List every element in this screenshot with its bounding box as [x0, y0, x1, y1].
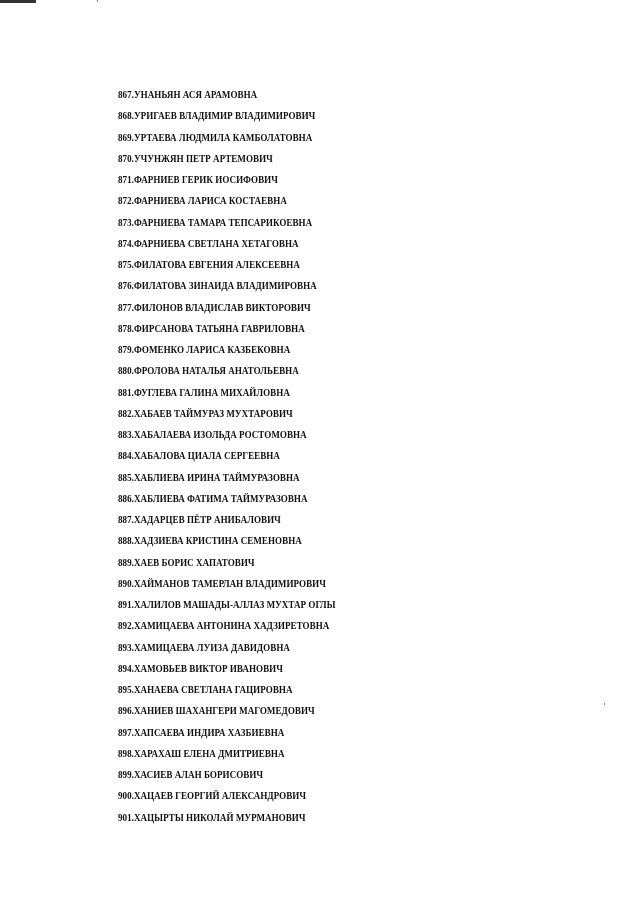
- list-item: 872.ФАРНИЕВА ЛАРИСА КОСТАЕВНА: [118, 196, 287, 208]
- list-item: 901.ХАЦЫРТЫ НИКОЛАЙ МУРМАНОВИЧ: [118, 812, 306, 824]
- scan-speck: [97, 0, 98, 2]
- list-item: 892.ХАМИЦАЕВА АНТОНИНА ХАДЗИРЕТОВНА: [118, 621, 330, 633]
- list-item: 893.ХАМИЦАЕВА ЛУИЗА ДАВИДОВНА: [118, 642, 290, 654]
- list-item: 894.ХАМОВЬЕВ ВИКТОР ИВАНОВИЧ: [118, 663, 283, 675]
- list-item: 880.ФРОЛОВА НАТАЛЬЯ АНАТОЛЬЕВНА: [118, 366, 299, 378]
- list-item: 876.ФИЛАТОВА ЗИНАИДА ВЛАДИМИРОВНА: [118, 281, 317, 293]
- list-item: 873.ФАРНИЕВА ТАМАРА ТЕПСАРИКОЕВНА: [118, 217, 313, 229]
- list-item: 897.ХАПСАЕВА ИНДИРА ХАЗБИЕВНА: [118, 727, 285, 739]
- list-item: 888.ХАДЗИЕВА КРИСТИНА СЕМЕНОВНА: [118, 536, 302, 548]
- name-list: [118, 85, 371, 829]
- scan-speck: [604, 703, 605, 705]
- list-item: 884.ХАБАЛОВА ЦИАЛА СЕРГЕЕВНА: [118, 451, 280, 463]
- list-item: 885.ХАБЛИЕВА ИРИНА ТАЙМУРАЗОВНА: [118, 472, 300, 484]
- list-item: 867.УНАНЬЯН АСЯ АРАМОВНА: [118, 90, 258, 101]
- list-item: 879.ФОМЕНКО ЛАРИСА КАЗБЕКОВНА: [118, 345, 291, 356]
- list-item: 889.ХАЕВ БОРИС ХАПАТОВИЧ: [118, 557, 255, 569]
- list-item: 887.ХАДАРЦЕВ ПЁТР АНИБАЛОВИЧ: [118, 515, 281, 526]
- list-item: 886.ХАБЛИЕВА ФАТИМА ТАЙМУРАЗОВНА: [118, 493, 308, 505]
- list-item: 868.УРИГАЕВ ВЛАДИМИР ВЛАДИМИРОВИЧ: [118, 111, 316, 123]
- list-item: 881.ФУГЛЕВА ГАЛИНА МИХАЙЛОВНА: [118, 387, 290, 399]
- list-item: 891.ХАЛИЛОВ МАШАДЫ-АЛЛАЗ МУХТАР ОГЛЫ: [118, 600, 336, 611]
- scan-edge-mark: [0, 0, 36, 3]
- list-item: 875.ФИЛАТОВА ЕВГЕНИЯ АЛЕКСЕЕВНА: [118, 260, 300, 271]
- list-item: 898.ХАРАХАШ ЕЛЕНА ДМИТРИЕВНА: [118, 748, 285, 760]
- list-item: 882.ХАБАЕВ ТАЙМУРАЗ МУХТАРОВИЧ: [118, 408, 293, 420]
- list-item: 874.ФАРНИЕВА СВЕТЛАНА ХЕТАГОВНА: [118, 238, 299, 250]
- list-item: 895.ХАНАЕВА СВЕТЛАНА ГАЦИРОВНА: [118, 685, 293, 696]
- list-item: 877.ФИЛОНОВ ВЛАДИСЛАВ ВИКТОРОВИЧ: [118, 302, 311, 314]
- list-item: 900.ХАЦАЕВ ГЕОРГИЙ АЛЕКСАНДРОВИЧ: [118, 791, 307, 803]
- list-item: 883.ХАБАЛАЕВА ИЗОЛЬДА РОСТОМОВНА: [118, 430, 307, 441]
- list-item: 899.ХАСИЕВ АЛАН БОРИСОВИЧ: [118, 770, 264, 781]
- list-item: 878.ФИРСАНОВА ТАТЬЯНА ГАВРИЛОВНА: [118, 323, 305, 335]
- list-item: 869.УРТАЕВА ЛЮДМИЛА КАМБОЛАТОВНА: [118, 132, 313, 144]
- list-item: 870.УЧУНЖЯН ПЕТР АРТЕМОВИЧ: [118, 153, 273, 165]
- list-item: 871.ФАРНИЕВ ГЕРИК ИОСИФОВИЧ: [118, 175, 278, 186]
- list-item: 896.ХАНИЕВ ШАХАНГЕРИ МАГОМЕДОВИЧ: [118, 706, 315, 718]
- list-item: 890.ХАЙМАНОВ ТАМЕРЛАН ВЛАДИМИРОВИЧ: [118, 578, 326, 590]
